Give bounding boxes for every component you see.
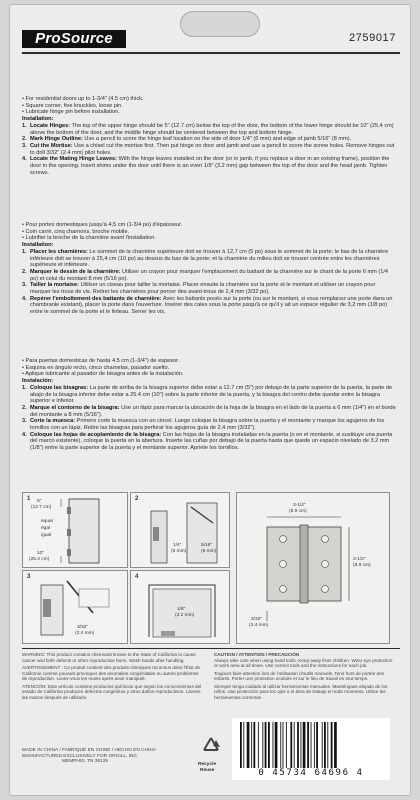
recycle-reuse-logo: Recycle Reuse xyxy=(196,734,226,778)
sku-number: 2759017 xyxy=(348,32,396,44)
english-step: 3. Cut the Mortise: Use a chisel cut the mortise first. Then put hinge on door and jamb and use a pencil to score the screw holes. Remove hinges out to drill 3/32" (2.4 mm) pilot holes. xyxy=(22,142,395,156)
recycle-icon xyxy=(196,734,226,762)
brand-logo: ProSource xyxy=(22,30,126,48)
french-bullets xyxy=(22,222,396,242)
french-bullet: • Lubrifier la broche de la charnière avant l'installation. xyxy=(22,235,156,242)
spanish-bullet: • Para puertas domesticas de hasta 4.5 cm (1-3/4") de espesor. xyxy=(22,358,180,364)
french-step: 2. Marquer le dessin de la charnière: Utiliser un crayon pour marquer l'emplacement du battant de la charnière sur le chant de la porte 6 mm (1/4 po) et celui du montant 8 mm (5/16 po). xyxy=(22,268,389,282)
spanish-section xyxy=(22,358,396,452)
warning-rule xyxy=(22,648,400,649)
english-bullets xyxy=(22,96,396,116)
french-section xyxy=(22,222,396,316)
manufacturer-info: MADE IN CHINA / FABRIQUÉ EN CHINE / HECHO EN CHINA MANUFACTURED EXCLUSIVELY FOR ORGILL, INC. MEMPHIS, TN 38125 xyxy=(22,748,157,764)
spanish-bullet: • Esquina en ángulo recto, cinco charnelas, pasador suelto. xyxy=(22,364,170,371)
hinge-dimension-drawing: 3-1/2" (8.9 cm) 3-1/2" (8.9 cm) 3/32" (2.4 mm) xyxy=(236,492,390,644)
french-bullet: • Coin carré, cinq charnons, broche mobile. xyxy=(22,228,130,235)
english-step: 1. Locate Hinges: The top of the upper hinge should be 5" (12.7 cm) below the top of the door, the bottom of the lower hinge should be 10" (25.4 cm) above the bottom of the door, and the middle hinge should be centered between the top and bottom hinge. xyxy=(22,122,394,136)
spanish-bullets xyxy=(22,358,396,378)
english-step: 4. Locate the Mating Hinge Leaves: With the hinge leaves installed on the door (or in jamb, if you replace a door in an existing frame), position the door in the opening. Insert shims under the door until there is an even 1/8" (3.2 mm) gap between the top of the door and the head jamb. Tighten screws. xyxy=(22,156,390,176)
french-step: 3. Tailler la mortaise: Utiliser un ciseau pour tailler la mortaise. Placer ensuite la charnière sur la porte et le montant et utiliser un crayon pour marquer les trous de vis. Retirer les charnières pour percer des avant-trous de 2,4 mm (3/32 po). xyxy=(22,282,376,296)
spanish-step: 1. Coloque las bisagras: La parte de arriba de la bisagra superior debe estar a 12.7 cm (5") por debajo de la parte superior de la puerta, la parte de abajo de la bisagra inferior debe estar a 25.4 cm (10") sobre la parte inferior de la puerta, y la bisagra del centro debe quedar entre la bisagra superior e inferior. xyxy=(22,384,393,405)
figure-3-cut-mortise: 3 3/32" (2.4 mm) xyxy=(22,570,128,644)
caution-notice: CAUTION / ATTENTION / PRECAUCIÓN Always take care when using hand tools. Keep away from children. Wear eye protection or work area at all times. Use correct tools and the instructions for each job. Toujours faire attention lors de l'utilisation d'outils manuels. Tenir hors de portée des enfants. Porter une protection oculaire et sur le lieu de travail en tout temps. Siempre tenga cuidado al utilizar herramientas manuales. Manténgase alejado de los niños. Use protección para los ojos o el área de trabajo en todo momento. Utilice las herramientas correctas. xyxy=(214,652,393,700)
upc-digits: 0 45734 64696 4 xyxy=(258,768,364,778)
french-heading: Installation: xyxy=(22,242,54,249)
upc-barcode xyxy=(232,718,390,780)
english-bullet: • Lubricate hinge pin before installation. xyxy=(22,109,120,116)
prop65-warning: WARNING: This product contains chemicals known to the State of California to cause cancer and birth defects or other reproductive harm. Wash hands after handling. AVERTISSEMENT : Ce produit contient des produits chimiques reconnus dans l'État de Californie comme pouvant provoquer des anomalies congénitales ou autres problèmes de reproduction. Lavez-vous les mains après avoir manipulé. ATENCIÓN: Este artículo contiene productos químicos que según los conocimientos del estado de California producen defectos congénitos y otros daños reproductivos. Lávese las manos después de utilizarlo. xyxy=(22,652,202,700)
spanish-bullet: • Aplique lubricante al pasador de bisagra antes de la instalación. xyxy=(22,371,184,378)
english-heading: Installation: xyxy=(22,116,54,123)
figure-1-hinge-placement: 1 5" (12.7 cm) equal égal igual 10" (25.4 cm) xyxy=(22,492,128,568)
french-bullet: • Pour portes domestiques jusqu'à 4,5 cm (1-3/4 po) d'épaisseur. xyxy=(22,222,183,228)
figure-2-mark-outline: 2 1/4" (6 mm) 5/16" (8 mm) xyxy=(130,492,230,568)
spanish-step: 4. Coloque las hojas de acoplamiento de la bisagra: Con las hojas de la bisagra instaladas en la puerta (o en el montante, si sustituye una puerta del marco existente), coloque la puerta en la abertura. Inserte las cuñas por debajo de la puerta hasta que quede un espacio nivelado de 3.2 mm (1/8") entre la parte superior de la puerta y el montante superior. Apriete los tornillos. xyxy=(22,431,393,452)
english-bullet: • For residential doors up to 1-3/4" (4.5 cm) thick. xyxy=(22,96,144,102)
english-section xyxy=(22,96,396,176)
spanish-step: 3. Corte la muesca: Primero corte la muesca con un cincel. Luego coloque la bisagra sobre la puerta y el montante y marque los agujeros de los tornillos con un lápiz. Retire las bisagras para perforar los agujeros guía de 2.4 mm (3/32"). xyxy=(22,418,385,432)
french-step: 4. Repérer l'emboîtement des battants de charnière: Avec les battants posés sur la porte (ou sur le montant, si vous remplacez une porte dans un chambranle existant), placer la porte dans l'ouverture. Insérer des cales sous la porte jusqu'à ce qu'il y ait un espace régulier de 3,2 mm (1/8 po) entre le sommet de la porte et le linteau. Serrer les vis. xyxy=(22,295,393,316)
spanish-step: 2. Marque el contorno de la bisagra: Use un lápiz para marcar la ubicación de la hoja de la bisagra en el lado de la puerta a 6 mm (1/4") en el borde del montante a 8 mm (5/16"). xyxy=(22,404,396,418)
english-step: 2. Mark Hinge Outline: Use a pencil to score the hinge leaf location on the side of door 1/4" (6 mm) and edge of jamb 5/16" (8 mm). xyxy=(22,136,352,143)
french-step: 1. Placer les charnières: Le sommet de la charnière supérieure doit se trouver à 12,7 cm (5 po) sous le sommet de la porte; le bas de la charnière inférieure doit se trouver à 25,4 cm (10 po) au dessus du bas de la porte; et la charnière du milieu doit se trouver centrée entre les charnières supérieure et inférieure. xyxy=(22,248,389,269)
barcode-bars xyxy=(240,722,382,768)
header-rule xyxy=(22,52,400,54)
hang-hole xyxy=(180,11,260,37)
spanish-heading: Instalación: xyxy=(22,378,54,385)
english-bullet: • Square corner, five knuckles, loose pin. xyxy=(22,102,123,109)
figure-4-mating-leaves: 4 1/8" (3.2 mm) xyxy=(130,570,230,644)
